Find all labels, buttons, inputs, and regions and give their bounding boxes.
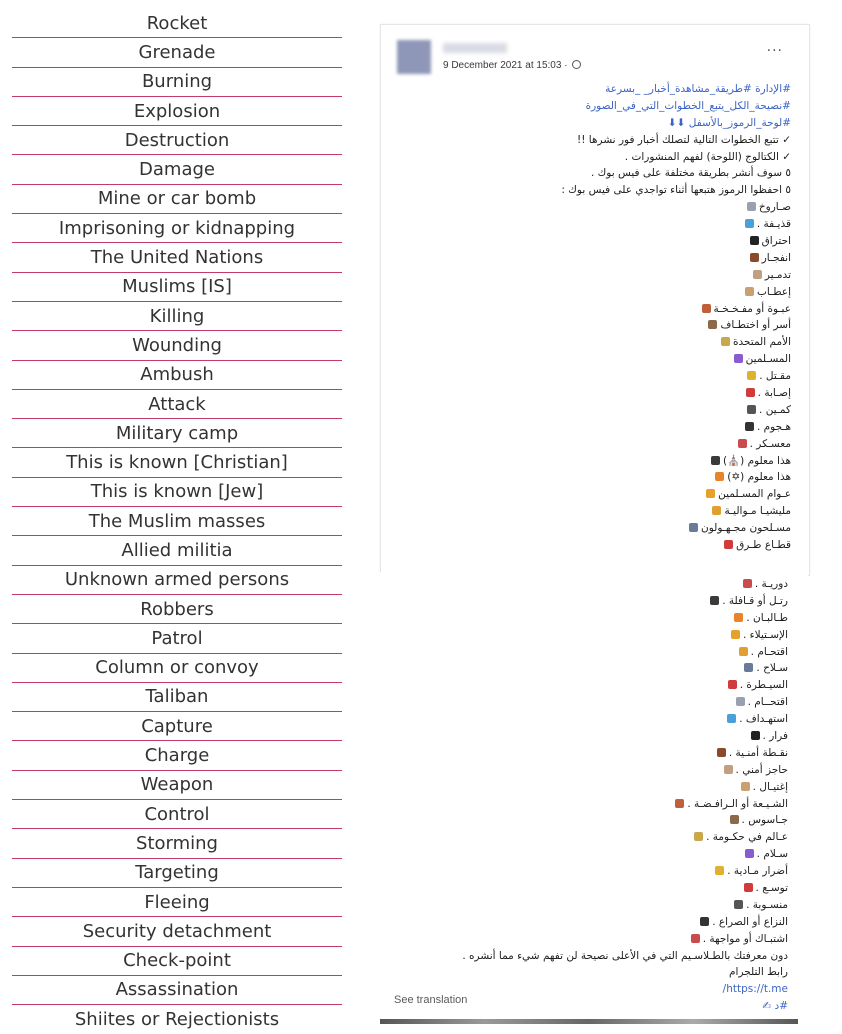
emoji-icon	[712, 506, 721, 515]
glossary-item: Column or convoy	[12, 654, 342, 683]
glossary-item: Unknown armed persons	[12, 566, 342, 595]
glossary-item: Wounding	[12, 331, 342, 360]
glossary-item: This is known [Jew]	[12, 478, 342, 507]
post-line-text: ✓ الكتالوج (اللوحة) لفهم المنشورات .	[624, 150, 791, 163]
post-line	[391, 503, 791, 520]
emoji-icon	[728, 680, 737, 689]
emoji-icon	[675, 799, 684, 808]
post-line	[388, 796, 788, 813]
post-line	[388, 762, 788, 779]
glossary-list	[12, 9, 342, 1034]
emoji-icon	[745, 849, 754, 858]
post-line-text: هذا معلوم (✡)	[727, 471, 791, 484]
glossary-item: Rocket	[12, 9, 342, 38]
post-line	[391, 233, 791, 250]
emoji-icon	[739, 647, 748, 656]
glossary-item: Grenade	[12, 38, 342, 67]
post-line-text: ٥ سوف أنشر بطريقة مختلفة على فيس بوك .	[590, 167, 791, 180]
post-line-text: #نصيحة_الكل_يتبع_الخطوات_التي_في_الصورة	[585, 99, 791, 112]
post-line	[391, 132, 791, 149]
post-line	[391, 216, 791, 233]
post-line	[388, 812, 788, 829]
emoji-icon	[734, 613, 743, 622]
post-line-text: مقـتل .	[759, 370, 791, 383]
emoji-icon	[727, 714, 736, 723]
emoji-icon	[745, 219, 754, 228]
author-name-redacted[interactable]	[443, 43, 507, 53]
post-line	[388, 846, 788, 863]
emoji-icon	[734, 900, 743, 909]
post-line-text: مليشيـا مـواليـة	[724, 505, 791, 518]
glossary-item: Ambush	[12, 361, 342, 390]
emoji-icon	[717, 748, 726, 757]
post-line-text: اشتبـاك أو مواجهة .	[702, 932, 788, 945]
emoji-icon	[746, 388, 755, 397]
post-line	[388, 880, 788, 897]
post-line-text: رابط التلجرام	[729, 966, 788, 979]
post-line	[391, 368, 791, 385]
post-line-text: إعطـاب	[757, 285, 791, 298]
post-line-text: المسـلمين	[745, 353, 791, 366]
emoji-icon	[711, 456, 720, 465]
post-line	[391, 165, 791, 182]
glossary-item: Damage	[12, 155, 342, 184]
post-line-text: حاجز أمني .	[735, 763, 788, 776]
post-line	[391, 486, 791, 503]
emoji-icon	[747, 371, 756, 380]
post-line	[391, 334, 791, 351]
facebook-post	[380, 24, 810, 576]
post-line-text: أسر أو اختطـاف	[720, 319, 791, 332]
post-line	[388, 610, 788, 627]
emoji-icon	[706, 489, 715, 498]
glossary-item: Burning	[12, 68, 342, 97]
post-line-text: كمـين .	[759, 403, 791, 416]
post-line-text: ✓ تتبع الخطوات التالية لتصلك أخبار فور نشرها !!	[577, 133, 791, 146]
glossary-item: The United Nations	[12, 243, 342, 272]
emoji-icon	[751, 731, 760, 740]
post-line	[391, 250, 791, 267]
post-line-text: السيـطرة .	[739, 679, 788, 692]
emoji-icon	[747, 405, 756, 414]
post-line-text: منسـوبة .	[746, 898, 788, 911]
post-line	[391, 199, 791, 216]
post-line	[391, 284, 791, 301]
post-line-text: مسـلحون مجـهـولون	[701, 522, 791, 535]
glossary-item: Destruction	[12, 126, 342, 155]
emoji-icon	[745, 287, 754, 296]
glossary-item: This is known [Christian]	[12, 448, 342, 477]
post-line-text: جـاسوس .	[741, 814, 788, 827]
post-line	[388, 711, 788, 728]
post-line	[391, 453, 791, 470]
emoji-icon	[743, 579, 752, 588]
emoji-icon	[724, 765, 733, 774]
emoji-icon	[738, 439, 747, 448]
emoji-icon	[744, 663, 753, 672]
post-line	[391, 351, 791, 368]
post-line-text: اقتحــام .	[747, 696, 788, 709]
post-date[interactable]	[443, 60, 581, 71]
post-line	[391, 520, 791, 537]
post-line-text: رتـل أو قـافلة .	[722, 594, 788, 607]
glossary-item: Taliban	[12, 683, 342, 712]
glossary-item: Robbers	[12, 595, 342, 624]
post-line-text: استهـداف .	[739, 713, 788, 726]
post-line[interactable]	[391, 115, 791, 132]
post-line-text: دون معرفتك بالطـلاسـيم التي في الأعلى نصيحة لن تفهم شيء مما أنشره .	[462, 949, 788, 962]
post-line-text: دوريـة .	[754, 578, 788, 590]
post-line	[391, 267, 791, 284]
avatar[interactable]	[397, 40, 431, 74]
emoji-icon	[702, 304, 711, 313]
emoji-icon	[710, 596, 719, 605]
more-options-icon[interactable]: ···	[766, 43, 783, 59]
glossary-item: Storming	[12, 829, 342, 858]
glossary-item: Check-point	[12, 947, 342, 976]
glossary-item: Mine or car bomb	[12, 185, 342, 214]
emoji-icon	[694, 832, 703, 841]
post-line-text: قطـاع طـرق	[736, 539, 791, 552]
post-line-text: أضرار مـادية .	[727, 865, 788, 878]
post-line	[391, 469, 791, 486]
post-line	[391, 317, 791, 334]
emoji-icon	[741, 782, 750, 791]
emoji-icon	[750, 253, 759, 262]
post-line-text: احتراق	[761, 235, 791, 248]
emoji-icon	[724, 540, 733, 549]
post-line-text: قذيـفة .	[756, 218, 791, 231]
emoji-icon	[730, 815, 739, 824]
post-line-text: #د ✍	[762, 1000, 788, 1013]
post-line	[391, 182, 791, 199]
post-line	[388, 914, 788, 931]
post-line-text: انفجـار	[761, 251, 791, 264]
glossary-item: The Muslim masses	[12, 507, 342, 536]
glossary-item: Targeting	[12, 859, 342, 888]
post-line-text: النزاع أو الصراع .	[712, 915, 788, 928]
glossary-item: Security detachment	[12, 917, 342, 946]
glossary-item: Assassination	[12, 976, 342, 1005]
post-line	[388, 694, 788, 711]
post-line-text: هـجوم .	[757, 420, 791, 433]
post-line	[388, 593, 788, 610]
emoji-icon	[715, 472, 724, 481]
post-line-text: #الإدارة #طريقة_مشاهدة_أخبار_ _بسرعة	[605, 83, 791, 95]
post-line-text: اقتحـام .	[750, 645, 788, 658]
emoji-icon	[750, 236, 759, 245]
post-line-text: https://t.me/	[722, 983, 788, 996]
emoji-icon	[715, 866, 724, 875]
post-line	[391, 385, 791, 402]
next-post-image	[380, 1019, 798, 1024]
globe-icon	[572, 60, 581, 69]
post-line-text: عـالم في حكـومة .	[706, 831, 788, 844]
post-line	[388, 728, 788, 745]
post-line-text: سـلام .	[756, 848, 788, 861]
post-line	[388, 779, 788, 796]
emoji-icon	[747, 202, 756, 211]
glossary-item: Weapon	[12, 771, 342, 800]
post-line-text: تدمـير	[764, 268, 791, 281]
post-line	[388, 863, 788, 880]
post-line-text: طـالبـان .	[746, 611, 788, 624]
post-line	[391, 301, 791, 318]
emoji-icon	[689, 523, 698, 532]
emoji-icon	[745, 422, 754, 431]
emoji-icon	[744, 883, 753, 892]
post-line-text: نقـطة أمنـية .	[728, 746, 788, 759]
post-line	[388, 948, 788, 965]
post-line[interactable]	[391, 81, 791, 98]
emoji-icon	[691, 934, 700, 943]
post-line	[391, 537, 791, 554]
glossary-item: Muslims [IS]	[12, 273, 342, 302]
glossary-item: Attack	[12, 390, 342, 419]
glossary-item: Patrol	[12, 624, 342, 653]
post-line-text: توسـع .	[755, 882, 788, 895]
facebook-post-continued	[380, 572, 808, 1012]
post-line[interactable]	[391, 98, 791, 115]
post-line	[391, 149, 791, 166]
glossary-item: Fleeing	[12, 888, 342, 917]
emoji-icon	[700, 917, 709, 926]
post-text-bottom	[388, 576, 788, 1015]
post-line-text: هذا معلوم (⛪)	[723, 454, 791, 467]
post-line	[388, 897, 788, 914]
post-line-text: عـوام المسـلمين	[718, 488, 791, 501]
post-line-text: عبـوة أو مفـخـخـة	[713, 302, 791, 315]
see-translation-link[interactable]: See translation	[394, 994, 468, 1006]
post-line-text: سـلاح .	[756, 662, 788, 675]
post-text-top	[391, 81, 791, 554]
post-line	[388, 964, 788, 981]
post-line-text: صـاروخ	[758, 201, 791, 214]
post-line-text: الأمم المتحدة	[732, 336, 791, 349]
post-line-text: إغتيـال .	[752, 780, 788, 793]
post-line	[391, 402, 791, 419]
post-line-text: إصـابة .	[757, 387, 791, 400]
glossary-item: Allied militia	[12, 536, 342, 565]
post-line	[391, 436, 791, 453]
emoji-icon	[736, 697, 745, 706]
post-line-text: الشـيـعة أو الـرافـضـة .	[687, 797, 788, 810]
glossary-item: Military camp	[12, 419, 342, 448]
post-line	[391, 419, 791, 436]
post-line	[388, 677, 788, 694]
post-line-text: معسـكر .	[749, 437, 791, 450]
emoji-icon	[721, 337, 730, 346]
glossary-item: Control	[12, 800, 342, 829]
glossary-item: Charge	[12, 741, 342, 770]
emoji-icon	[708, 320, 717, 329]
glossary-item: Killing	[12, 302, 342, 331]
emoji-icon	[731, 630, 740, 639]
glossary-item: Imprisoning or kidnapping	[12, 214, 342, 243]
post-line	[388, 660, 788, 677]
glossary-item: Explosion	[12, 97, 342, 126]
post-date-text[interactable]: 9 December 2021 at 15:03 ·	[443, 60, 568, 71]
post-line-text: فرار .	[762, 730, 788, 743]
post-line	[388, 745, 788, 762]
post-line-text: الإسـتيلاء .	[743, 628, 788, 641]
emoji-icon	[753, 270, 762, 279]
post-line-text: #لوحة_الرموز_بالأسفل ⬇⬇	[667, 116, 791, 129]
emoji-icon	[734, 354, 743, 363]
post-line	[388, 644, 788, 661]
post-line	[388, 627, 788, 644]
post-line	[388, 829, 788, 846]
post-line	[388, 931, 788, 948]
glossary-item: Shiites or Rejectionists	[74, 1009, 280, 1031]
glossary-item: Capture	[12, 712, 342, 741]
post-line-text: ٥ احفظوا الرموز هتبعها أثناء تواجدي على فيس بوك :	[561, 184, 791, 197]
post-line	[388, 576, 788, 593]
